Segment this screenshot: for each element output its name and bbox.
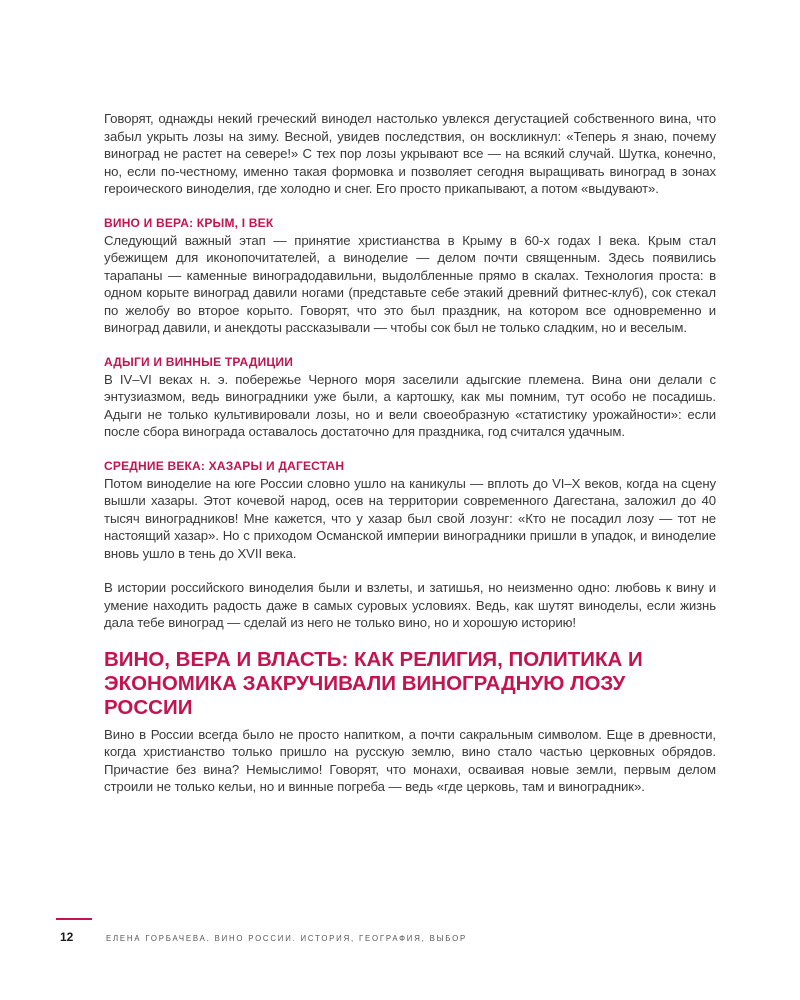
chapter-heading: ВИНО, ВЕРА И ВЛАСТЬ: КАК РЕЛИГИЯ, ПОЛИТИКА И ЭКОНОМИКА ЗАКРУЧИВАЛИ ВИНОГРАДНУЮ ЛОЗУ РОССИИ (104, 647, 643, 719)
page-number: 12 (60, 930, 74, 944)
summary-paragraph: В истории российского виноделия были и взлеты, и затишья, но неизменно одно: любовь к вину и умение находить радость даже в самых суровых условиях. Ведь, как шутят виноделы, если жизнь дала тебе виноград — сделай из него не только вино, но и хорошую историю! (104, 580, 716, 630)
section-heading-khazars: СРЕДНИЕ ВЕКА: ХАЗАРЫ И ДАГЕСТАН (104, 458, 345, 473)
chapter-text: Вино в России всегда было не просто напитком, а почти сакральным символом. Еще в древности, когда христианство только пришло на русскую землю, вино стало частью церковных обрядов. Причастие без вина? Немыслимо! Говорят, что монахи, осваивая новые земли, первым делом строили не только кельи, но и винные погреба — ведь «где церковь, там и виноградник». (104, 726, 716, 794)
section-heading-crimea: ВИНО И ВЕРА: КРЫМ, I ВЕК (104, 215, 274, 230)
running-title: ЕЛЕНА ГОРБАЧЕВА. ВИНО РОССИИ. ИСТОРИЯ, ГЕОГРАФИЯ, ВЫБОР (106, 934, 467, 943)
section-text-khazars: Потом виноделие на юге России словно ушло на каникулы — вплоть до VI–X веков, когда на сцену вышли хазары. Этот кочевой народ, осев на территории современного Дагестана, заложил до 40 тысяч виноградников! Мне кажется, что у хазар был свой лозунг: «Кто не посадил лозу — тот не настоящий хазар». Но с приходом Османской империи виноградники пришли в упадок, и виноделие вновь ушло в тень до XVII века. (104, 475, 716, 561)
footer-rule (56, 918, 92, 920)
section-text-crimea: Следующий важный этап — принятие христианства в Крыму в 60-х годах I века. Крым стал убежищем для иконопочитателей, а виноделие — делом почти священным. Здесь появились тарапаны — каменные виноградодавильни, выдолбленные прямо в скалах. Технология проста: в одном корыте виноград давили ногами (представьте себе этакий древний фитнес-клуб), сок стекал по желобу во второе корыто. Говорят, что это был праздник, на котором все одновременно и виноград давили, и анекдоты рассказывали — чтобы сок был не только сладким, но и веселым. (104, 232, 716, 335)
page-content (104, 110, 716, 796)
section-heading-adyghe: АДЫГИ И ВИННЫЕ ТРАДИЦИИ (104, 354, 294, 369)
intro-paragraph: Говорят, однажды некий греческий винодел настолько увлекся дегустацией собственного вина, что забыл укрыть лозы на зиму. Весной, увидев последствия, он воскликнул: «Теперь я знаю, почему виноград не растет на севере!» С тех пор лозы укрывают все — на всякий случай. Шутка, конечно, но, если по-честному, именно такая формовка и позволяет сегодня выращивать виноград в зонах героического виноделия, где холодно и снег. Его просто прикапывают, а потом «выдувают». (104, 111, 716, 196)
section-text-adyghe: В IV–VI веках н. э. побережье Черного моря заселили адыгские племена. Вина они делали с энтузиазмом, ведь виноградники уже были, а картошку, как мы помним, тут особо не посадишь. Адыги не только культивировали лозы, но и вели своеобразную «статистику урожайности»: если после сбора винограда оставалось достаточно для праздника, год считался удачным. (104, 371, 716, 439)
